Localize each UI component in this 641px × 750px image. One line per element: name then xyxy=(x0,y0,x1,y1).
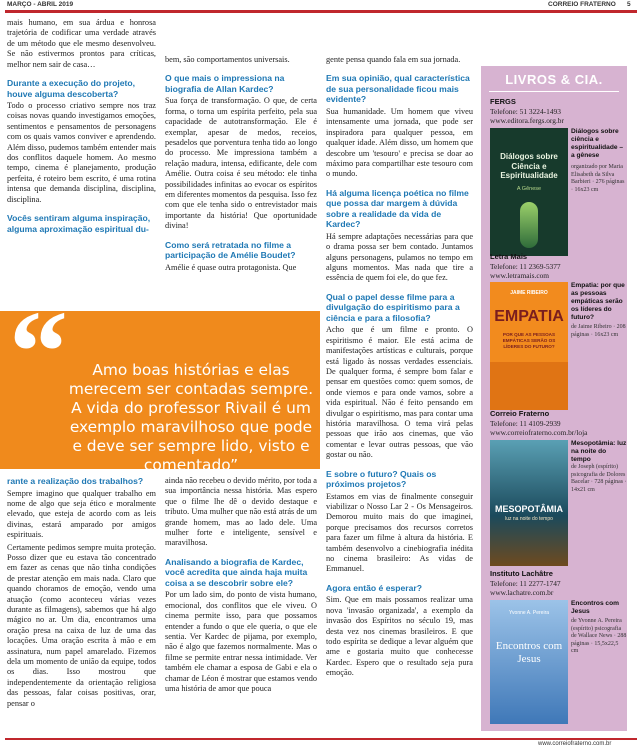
question-heading: Agora então é esperar? xyxy=(326,582,422,593)
question-heading: Qual o papel desse filme para a divulgação do espiritismo para a ciência e para a filosofia? xyxy=(326,291,460,323)
publisher-phone: Telefone: 11 4109-2939 xyxy=(490,419,561,428)
publisher-name: Correio Fraterno xyxy=(490,409,550,418)
publisher-site-link[interactable]: www.letramais.com xyxy=(490,271,550,280)
question-heading: Em sua opinião, qual característica de sua personalidade ficou mais evidente? xyxy=(326,73,470,105)
question-heading: Durante a execução do projeto, houve alguma descoberta? xyxy=(7,78,135,99)
publisher-site-link[interactable]: www.correiofraterno.com.br/loja xyxy=(490,428,588,437)
column-1-upper xyxy=(7,18,156,310)
book-cover xyxy=(490,128,568,256)
body-text: Estamos em vias de finalmente conseguir viabilizar o Nosso Lar 2 - Os Mensageiros. Demorou muito mais do que imaginei, porque precisamos dos recursos corretos para fazer um filme à altura da história. E também desenvolvo a cinebiografia inédita no cinema brasileiro: As vidas de Emmanuel. xyxy=(326,491,473,574)
publisher-name: FERGS xyxy=(490,97,516,106)
cover-title: MESOPOTÂMIA xyxy=(494,504,563,514)
body-text: Sim. Que em mais possamos realizar uma nova 'invasão organizada', a exemplo da invasão dos Espíritos no século 19, mas desta vez nos cinemas brasileiros. E que todo espírita se dedique a levar alguém que ame e gostaria muito que conhecesse Kardec. Espero que o resultado seja pura emoção. xyxy=(326,595,473,678)
body-text: gente pensa quando fala em sua jornada. xyxy=(326,55,461,64)
cover-title: EMPATIA xyxy=(494,308,564,325)
body-text: Sua humanidade. Um homem que viveu intensamente uma jornada, que pode ser inspiradora para qualquer pessoa, em qualquer idade. Além disso, um homem que descobre um 'tesouro' e precisa se doar ao máximo para compartilhar este tesouro com o mundo. xyxy=(326,106,473,179)
footer-rule xyxy=(5,738,637,740)
body-text: Amélie é quase outra protagonista. Que xyxy=(165,262,297,272)
question-heading: Analisando a biografia de Kardec, você acredita que ainda haja muita coisa a se descobrir sobre ele? xyxy=(165,556,308,588)
body-text: mais humano, em sua árdua e honrosa trajetória de codificar uma verdade através de um método que ele mesmo desenvolveu. Se não estivermos prontos para críticas, melhor nem sair de casa… xyxy=(7,18,156,69)
footer-site-link[interactable]: www.correiofraterno.com.br xyxy=(538,741,612,747)
body-text: Sempre imagino que qualquer trabalho em nome de algo que seja ético e moralmente elevado, que esteja de acordo com as leis divinas, estará amparado por amigos espirituais. xyxy=(7,488,156,540)
book-title: Mesopotâmia: luz na noite do tempo xyxy=(571,440,627,463)
cover-subtitle: A Gênese xyxy=(516,186,542,192)
question-heading: Há alguma licença poética no filme que possa dar margem à dúvida sobre a realidade da vida de Kardec? xyxy=(326,187,469,230)
books-sidebar xyxy=(481,66,627,731)
column-2-lower xyxy=(165,476,317,734)
sidebar-title: LIVROS & CIA. xyxy=(505,72,603,87)
publisher-phone: Telefone: 51 3224-1493 xyxy=(490,107,561,116)
question-heading-cont: rante a realização dos trabalhos? xyxy=(7,476,144,486)
publication-name: CORREIO FRATERNO xyxy=(548,1,616,8)
publisher-site-link[interactable]: www.editora.fergs.org.br xyxy=(490,116,564,125)
body-text: Por um lado sim, do ponto de vista humano, emocional, dos conflitos que ele viveu. O cinema permite isso, para que possamos entender a fundo o que ele queria, o que ele sentia. Ver Kardec de pijama, por exemplo, não é algo que fazemos normalmente. Mas o filme se permite entrar nessa intimidade. Ver também ele chamar a esposa de Gabi e ela o chamar de Léon é mostrar que estamos vendo uma história de amor que pouca xyxy=(165,590,317,693)
book-details: de Joseph (espírito) psicografia de Dolores Bacelar · 728 páginas · 14x21 cm xyxy=(571,464,627,493)
question-heading: Vocês sentiram alguma inspiração, alguma aproximação espiritual du- xyxy=(7,213,151,234)
publisher-name: Instituto Lachâtre xyxy=(490,569,553,578)
cover-title: Diálogos sobre Ciência e Espiritualidade xyxy=(500,152,558,180)
body-text: bem, são comportamentos universais. xyxy=(165,55,290,64)
quote-mark: “ xyxy=(9,286,58,417)
publisher-phone: Telefone: 11 2369-5377 xyxy=(490,262,561,271)
crowd-illustration xyxy=(490,362,568,410)
book-details: de Jaime Ribeiro · 208 páginas · 16x23 cm xyxy=(571,324,626,338)
cover-subtitle: POR QUE AS PESSOAS EMPÁTICAS SERÃO OS LÍDERES DO FUTURO? xyxy=(502,332,556,349)
publisher-phone: Telefone: 11 2277-1747 xyxy=(490,579,561,588)
body-text: Sua força de transformação. O que, de certa forma, o torna um espírita perfeito, pela sua capacidade de autotransformação. Ele é exemplar, apesar de medos, receios, pesadelos que porventura tenha tido ao longo do processo. Me impressiona também a relação madura, intensa, edificante, dele com Amélie. Outra coisa é seu método: ele tinha possibilidades infinitas ao evocar os espíritos em diferentes momentos da pesquisa. Isso fez com que ele tenha sido o entrevistador mais importante da história! Que oportunidade divina! xyxy=(165,96,317,231)
page-number: 5 xyxy=(627,1,631,8)
body-text: Todo o processo criativo sempre nos traz coisas novas quando investigamos emoções, sentimentos e pensamentos de personagens com os quais vamos conviver e aprendendo. Além disso, pudemos também entender mais dos conflitos daquele homem. Ao mesmo tempo, cinema é planejamento, produção perfeita, é roteiro bem escrito, é uma rotina intensa que demanda disciplina, disciplina, disciplina. xyxy=(7,101,156,204)
cover-title: Encontros com Jesus xyxy=(495,640,563,665)
page-header xyxy=(0,0,641,12)
issue-date: MARÇO - ABRIL 2019 xyxy=(7,1,74,8)
sidebar-rule xyxy=(489,91,619,92)
question-heading: E sobre o futuro? Quais os próximos projetos? xyxy=(326,468,437,490)
header-rule xyxy=(5,10,637,13)
column-3 xyxy=(326,55,473,734)
book-cover xyxy=(490,282,568,410)
body-text: Acho que é um filme e pronto. O espiritismo é maior. Ele está acima de manifestações artísticas e culturais, porque está ligado às nossas verdades essenciais. De qualquer forma, é sempre bom falar e pensar em questões como: quem somos, de onde viemos e para onde vamos, sobre a vida espiritual. Não é feito pensando em divulgar o espiritismo, mas para contar uma história maravilhosa. O tema virá pelas pessoas que irão aos cinemas, que vão comentar e levar outras pessoas, que vão gostar ou não. xyxy=(326,325,473,460)
book-cover xyxy=(490,440,568,566)
book-title: Diálogos sobre ciência e espiritualidade – a gênese xyxy=(571,128,624,159)
cover-author: Yvonne A. Pereira xyxy=(508,610,550,616)
glow-figure-icon xyxy=(520,202,538,248)
publisher-name: Letra Mais xyxy=(490,252,528,261)
column-1-lower xyxy=(7,476,156,734)
pull-quote-text: Amo boas histórias e elas merecem ser contadas sempre. A vida do professor Rivail é um exemplo maravilhoso que pode e deve ser sempre lido, visto e comentado” xyxy=(68,361,314,474)
book-title: Empatia: por que as pessoas empáticas serão os líderes do futuro? xyxy=(571,282,625,321)
cover-subtitle: luz na noite do tempo xyxy=(505,516,553,522)
body-text: ainda não recebeu o devido mérito, por toda a sua importância nessa história. Mas espero que o filme lhe dê o devido destaque e tributo. Uma mulher que não está atrás de um grande homem, mas ao lado dele. Uma mulher forte e inteligente, sensível e maravilhosa. xyxy=(165,476,317,548)
question-heading: Como será retratada no filme a participação de Amélie Boudet? xyxy=(165,239,296,261)
pull-quote-box xyxy=(0,286,320,474)
book-details: organizado por Maria Elisabeth da Silva Barbieri · 276 páginas · 16x23 cm xyxy=(571,164,625,193)
book-cover xyxy=(490,600,568,724)
publisher-site-link[interactable]: www.lachatre.com.br xyxy=(490,588,554,597)
book-title: Encontros com Jesus xyxy=(571,600,619,615)
column-2-upper xyxy=(165,55,317,310)
cover-author: JAIME RIBEIRO xyxy=(510,290,548,296)
body-text: Certamente pedimos sempre muita proteção. Posso dizer que eu estava tão concentrado em fazer as cenas que não tinha condições de prestar atenção em mais nada. Claro que quando choramos de emoção, vendo uma atuação (como aconteceu várias vezes durante as filmagens), sabemos que há algo mágico no ar. Um dia, encontramos uma oração presa na caixa de luz de uma das locações. Uma oração escrita à mão e em assinatura, num papel amarelado. Fizemos dela um momento de união da equipe, todos os dias. Isso mostrou que independentemente da orientação religiosa das pessoas, falar coisas positivas, orar, pensar o xyxy=(7,542,156,708)
book-details: de Yvonne A. Pereira (espírito) psicografia de Wallace News · 288 páginas · 15,5x22,5 cm xyxy=(571,618,627,655)
body-text: Há sempre adaptações necessárias para que o drama possa ser bem contado. Juntamos alguns personagens, pulamos no tempo em alguns momentos. Mas nada que tire a essência de quem foi ele, do que fez. xyxy=(326,231,473,283)
question-heading: O que mais o impressiona na biografia de Allan Kardec? xyxy=(165,73,285,94)
